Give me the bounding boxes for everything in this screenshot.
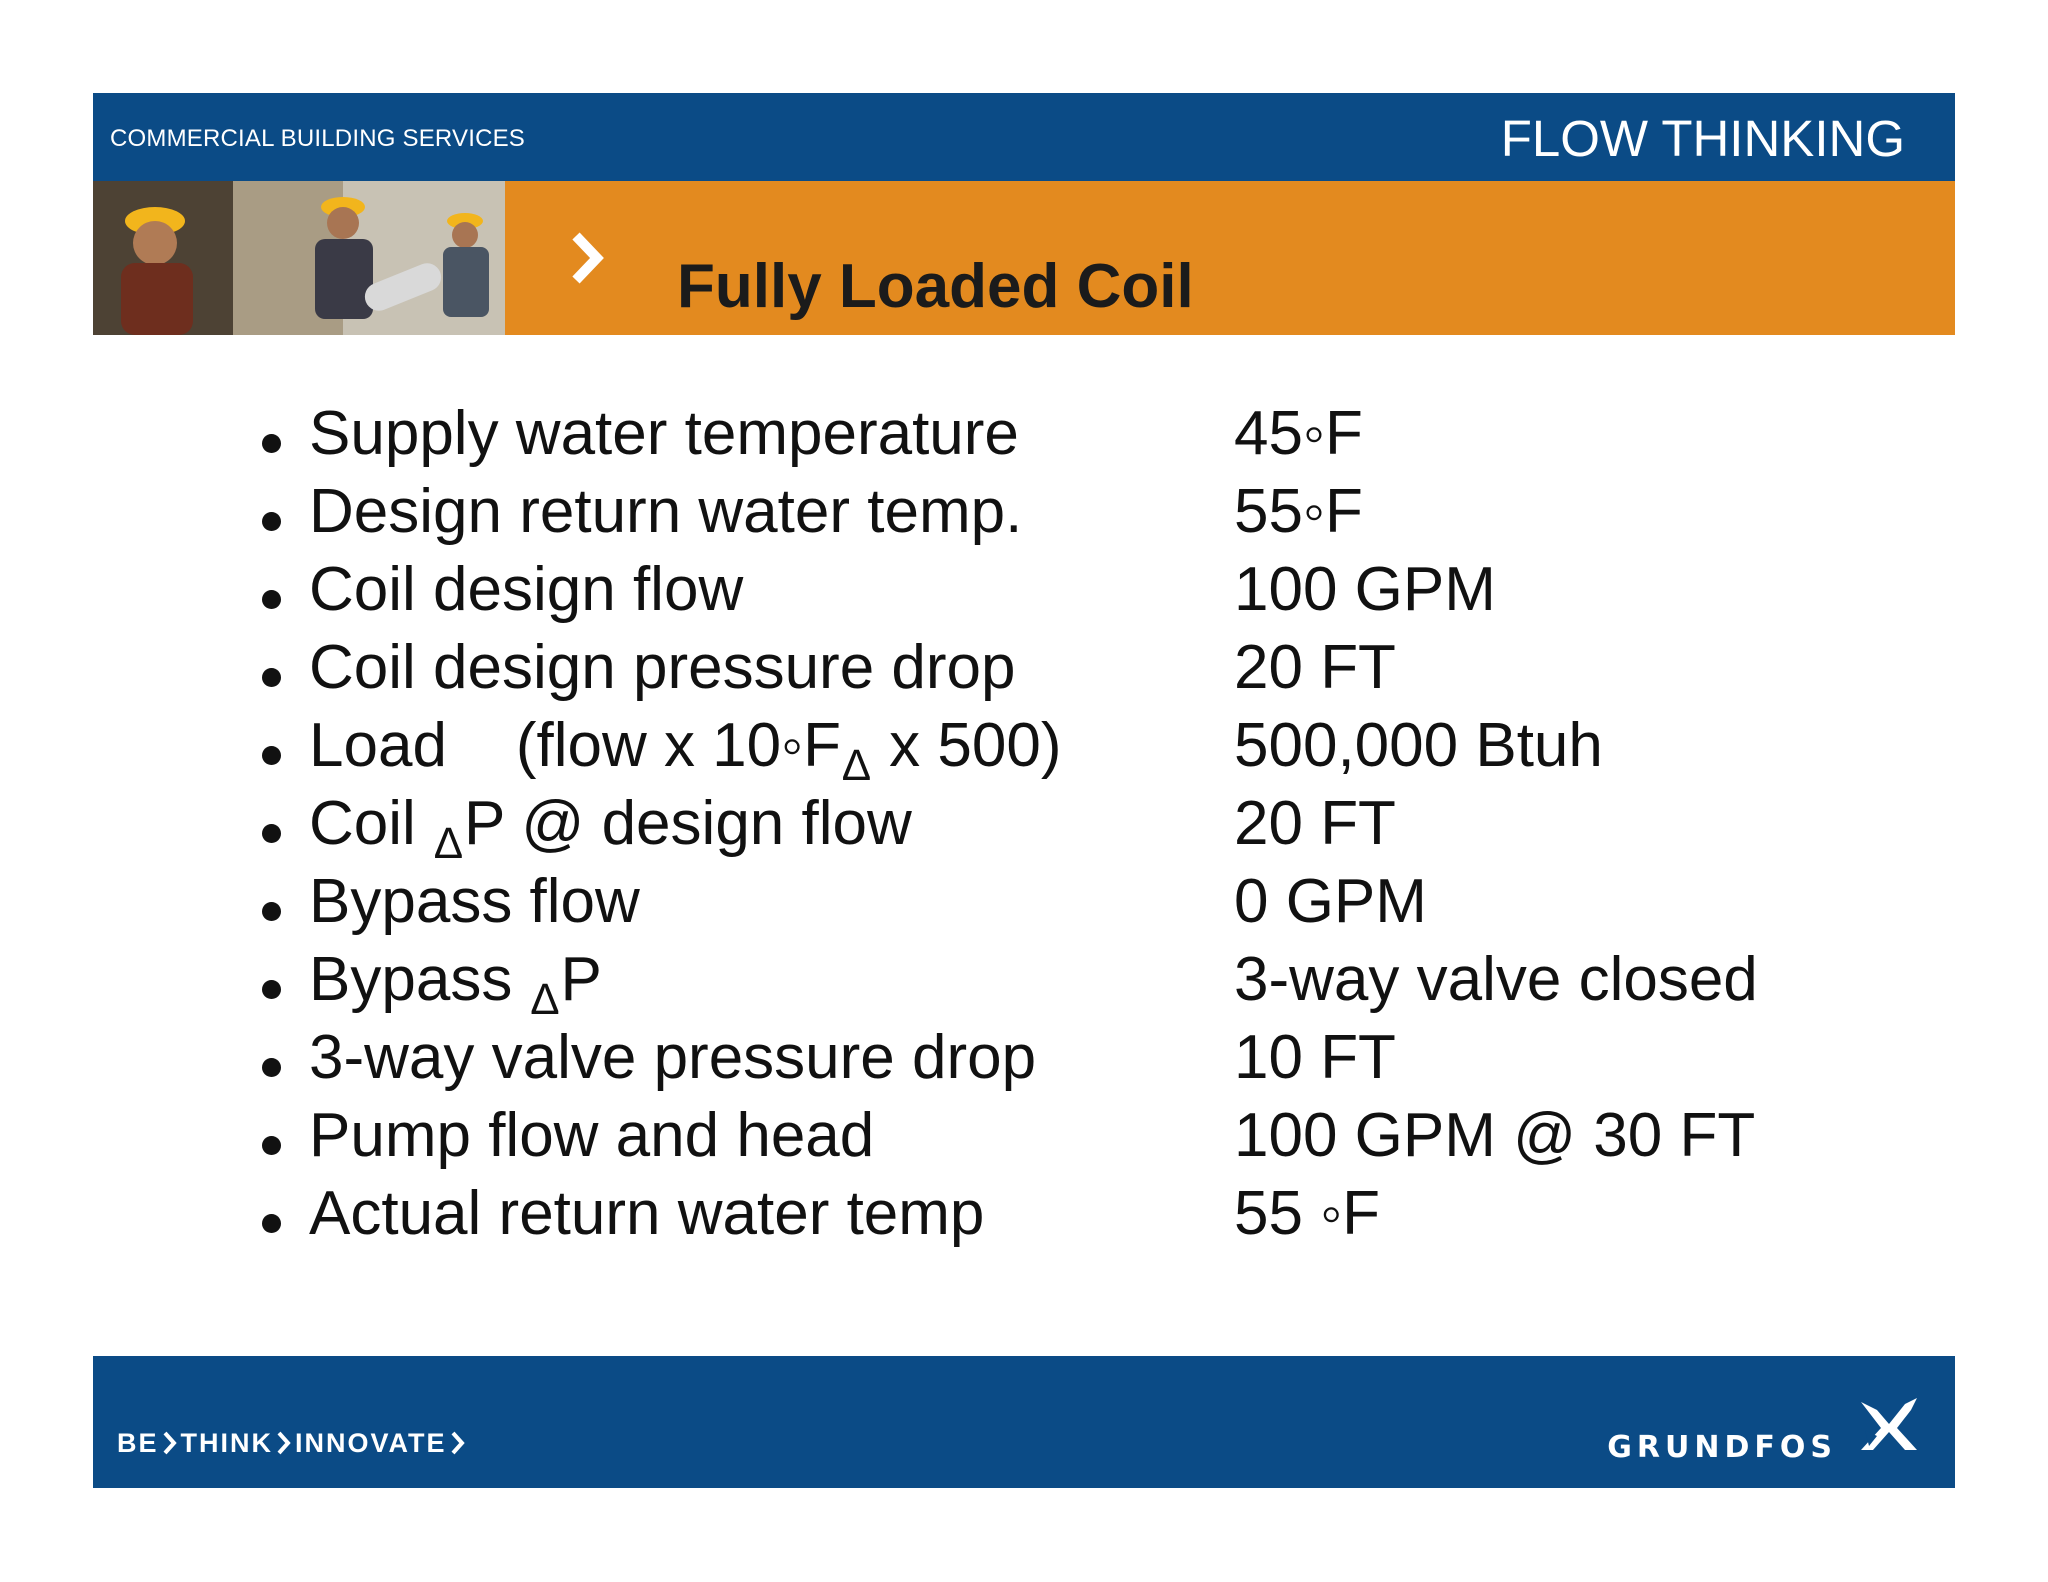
tagline-innovate: INNOVATE — [295, 1428, 447, 1458]
label-part: P @ design flow — [463, 789, 912, 858]
chevron-right-icon — [163, 1430, 177, 1456]
item-value: 3-way valve closed — [1234, 945, 1758, 1014]
bullet-icon — [262, 980, 281, 999]
delta-symbol: ∆ — [843, 741, 870, 790]
item-label: Bypass flow — [309, 867, 640, 936]
item-label — [309, 788, 912, 868]
item-label: Coil design flow — [309, 555, 744, 624]
bullet-icon — [262, 590, 281, 609]
list-item — [0, 1100, 2048, 1178]
list-item — [0, 710, 2048, 788]
item-label: Coil design pressure drop — [309, 633, 1016, 702]
item-label: Actual return water temp — [309, 1179, 985, 1248]
chevron-right-icon — [277, 1430, 291, 1456]
header-bar — [93, 93, 1955, 181]
item-value: 0 GPM — [1234, 867, 1427, 936]
list-item — [0, 632, 2048, 710]
item-label: Supply water temperature — [309, 399, 1019, 468]
list-item — [0, 1022, 2048, 1100]
item-label: Design return water temp. — [309, 477, 1023, 546]
label-part: Bypass — [309, 945, 530, 1014]
bullet-icon — [262, 1214, 281, 1233]
delta-symbol: ∆ — [531, 975, 559, 1024]
list-item — [0, 398, 2048, 476]
bullet-icon — [262, 1136, 281, 1155]
workers-photo — [93, 181, 505, 335]
list-item — [0, 866, 2048, 944]
label-part: x 500) — [871, 711, 1062, 780]
item-value: 100 GPM @ 30 FT — [1234, 1101, 1756, 1170]
tagline-be: BE — [117, 1428, 159, 1458]
item-value: 500,000 Btuh — [1234, 711, 1603, 780]
bullet-icon — [262, 512, 281, 531]
bullet-icon — [262, 746, 281, 765]
item-value: 100 GPM — [1234, 555, 1496, 624]
tagline — [117, 1428, 469, 1459]
slide-title: Fully Loaded Coil — [677, 252, 1194, 321]
item-value: 55 ◦F — [1234, 1179, 1381, 1248]
delta-symbol: ∆ — [435, 819, 462, 868]
bullet-icon — [262, 668, 281, 687]
grundfos-x-logo-icon — [1855, 1396, 1923, 1456]
item-label: 3-way valve pressure drop — [309, 1023, 1037, 1092]
item-label: Pump flow and head — [309, 1101, 875, 1170]
title-band — [505, 181, 1955, 335]
item-value: 20 FT — [1234, 789, 1396, 858]
bullet-icon — [262, 1058, 281, 1077]
workers-illustration — [93, 181, 505, 335]
chevron-right-icon — [570, 231, 604, 285]
bullet-icon — [262, 902, 281, 921]
list-item — [0, 788, 2048, 866]
bullet-icon — [262, 434, 281, 453]
tagline-think: THINK — [180, 1428, 274, 1458]
list-item — [0, 554, 2048, 632]
list-item — [0, 944, 2048, 1022]
label-part: Load (flow x 10◦F — [309, 711, 841, 780]
header-brand-slogan: FLOW THINKING — [1500, 110, 1905, 167]
label-part: Coil — [309, 789, 434, 858]
footer-bar — [93, 1356, 1955, 1488]
label-part: P — [560, 945, 602, 1014]
item-value: 45◦F — [1234, 399, 1363, 468]
grundfos-logo: GRUNDFOS — [1607, 1430, 1837, 1465]
item-label — [309, 944, 602, 1024]
item-value: 55◦F — [1234, 477, 1363, 546]
bullet-icon — [262, 824, 281, 843]
item-value: 20 FT — [1234, 633, 1396, 702]
item-value: 10 FT — [1234, 1023, 1396, 1092]
header-section-label: COMMERCIAL BUILDING SERVICES — [110, 125, 526, 152]
list-item — [0, 1178, 2048, 1256]
chevron-right-icon — [451, 1430, 465, 1456]
item-label — [309, 710, 1062, 790]
list-item — [0, 476, 2048, 554]
